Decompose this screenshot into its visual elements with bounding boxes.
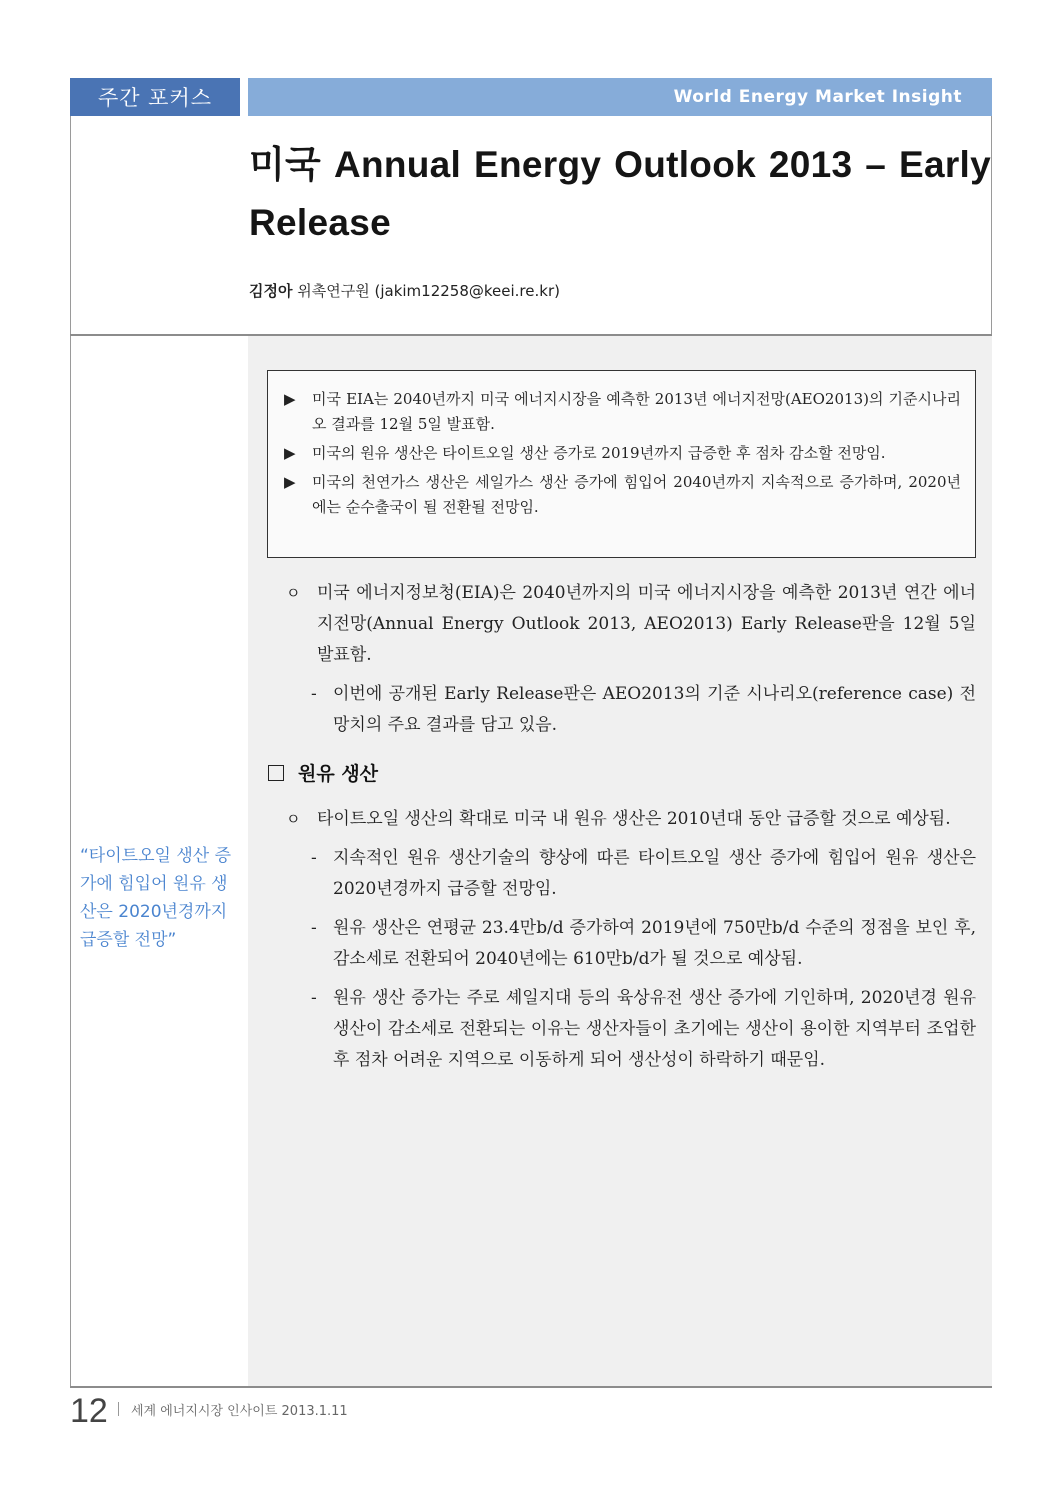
summary-item bbox=[284, 387, 961, 437]
body-bullet-text: 타이트오일 생산의 확대로 미국 내 원유 생산은 2010년대 동안 급증할 것으로 예상됨. bbox=[317, 809, 951, 829]
dash-bullet: - bbox=[311, 684, 317, 704]
triangle-bullet-icon: ▶ bbox=[284, 444, 296, 462]
author-name: 김정아 bbox=[249, 282, 293, 300]
left-rule bbox=[70, 116, 71, 1388]
summary-text: 미국의 원유 생산은 타이트오일 생산 증가로 2019년까지 급증한 후 점차 감소할 전망임. bbox=[312, 444, 886, 462]
body-sub-bullet bbox=[311, 983, 976, 1076]
dash-bullet: - bbox=[311, 918, 317, 938]
summary-text: 미국의 천연가스 생산은 세일가스 생산 증가에 힘입어 2040년까지 지속적으로 증가하며, 2020년에는 순수출국이 될 전환될 전망임. bbox=[312, 473, 961, 516]
footer-publication: 세계 에너지시장 인사이트 2013.1.11 bbox=[131, 1404, 348, 1419]
page-number: 12 bbox=[70, 1392, 108, 1430]
right-rule bbox=[991, 116, 992, 336]
article-title: 미국 Annual Energy Outlook 2013 – Early Release bbox=[249, 144, 991, 243]
body-sub-text: 지속적인 원유 생산기술의 향상에 따른 타이트오일 생산 증가에 힘입어 원유 생산은 2020년경까지 급증할 전망임. bbox=[333, 848, 976, 899]
section-heading-text: 원유 생산 bbox=[298, 763, 379, 785]
header-divider bbox=[70, 334, 992, 336]
triangle-bullet-icon: ▶ bbox=[284, 390, 296, 408]
body-sub-bullet bbox=[311, 843, 976, 905]
pull-quote: “타이트오일 생산 증가에 힘입어 원유 생산은 2020년경까지 급증할 전망” bbox=[80, 846, 231, 950]
article-body bbox=[286, 578, 976, 1084]
publication-band: World Energy Market Insight bbox=[248, 78, 992, 116]
summary-item bbox=[284, 441, 961, 466]
checkbox-square-icon bbox=[268, 765, 284, 781]
body-bullet bbox=[286, 804, 976, 835]
body-sub-text: 원유 생산은 연평균 23.4만b/d 증가하여 2019년에 750만b/d 수준의 정점을 보인 후, 감소세로 전환되어 2040년에는 610만b/d가 될 것으로 예상됨. bbox=[333, 918, 976, 969]
body-bullet bbox=[286, 578, 976, 671]
circle-bullet-icon: ㅇ bbox=[286, 584, 301, 602]
summary-text: 미국 EIA는 2040년까지 미국 에너지시장을 예측한 2013년 에너지전망(AEO2013)의 기준시나리오 결과를 12월 5일 발표함. bbox=[312, 390, 961, 433]
body-sub-bullet bbox=[311, 679, 976, 741]
triangle-bullet-icon: ▶ bbox=[284, 473, 296, 491]
circle-bullet-icon: ㅇ bbox=[286, 810, 301, 828]
body-bullet-text: 미국 에너지정보청(EIA)은 2040년까지의 미국 에너지시장을 예측한 2013년 연간 에너지전망(Annual Energy Outlook 2013, AEO2013) Early Release판을 12월 5일 발표함. bbox=[317, 583, 976, 665]
summary-item bbox=[284, 470, 961, 520]
section-tag: 주간 포커스 bbox=[70, 78, 240, 116]
body-sub-text: 원유 생산 증가는 주로 셰일지대 등의 육상유전 생산 증가에 기인하며, 2020년경 원유 생산이 감소세로 전환되는 이유는 생산자들이 초기에는 생산이 용이한 지역부터 조업한 후 점차 어려운 지역으로 이동하게 되어 생산성이 하락하기 때문임. bbox=[333, 988, 976, 1070]
dash-bullet: - bbox=[311, 988, 317, 1008]
section-heading bbox=[268, 759, 976, 786]
author-line bbox=[249, 280, 560, 301]
body-sub-text: 이번에 공개된 Early Release판은 AEO2013의 기준 시나리오(reference case) 전망치의 주요 결과를 담고 있음. bbox=[333, 684, 976, 735]
body-sub-bullet bbox=[311, 913, 976, 975]
dash-bullet: - bbox=[311, 848, 317, 868]
author-role: 위촉연구원 (jakim12258@keei.re.kr) bbox=[297, 282, 560, 300]
footer-divider bbox=[70, 1386, 992, 1388]
footer-separator bbox=[118, 1402, 119, 1416]
summary-box bbox=[267, 370, 976, 558]
